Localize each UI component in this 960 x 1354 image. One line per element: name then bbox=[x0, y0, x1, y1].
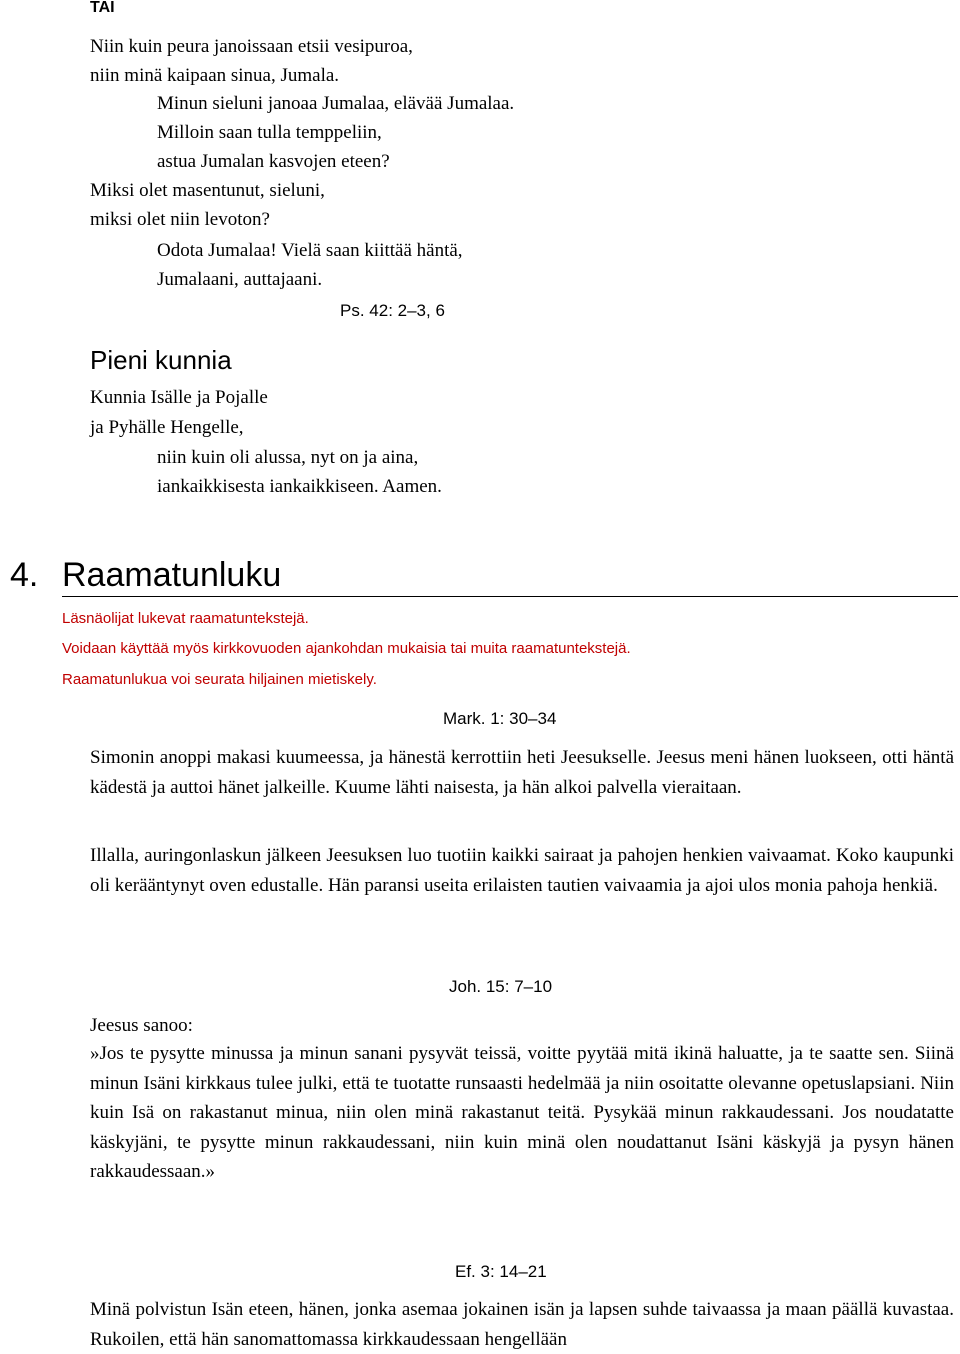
psalm-line: Miksi olet masentunut, sieluni, bbox=[90, 180, 325, 201]
psalm-line: Minun sieluni janoaa Jumalaa, elävää Jumalaa. bbox=[157, 93, 515, 114]
ephesians-reference: Ef. 3: 14–21 bbox=[455, 1262, 547, 1281]
mark-reference: Mark. 1: 30–34 bbox=[443, 709, 557, 728]
instruction-text: Voidaan käyttää myös kirkkovuoden ajankohdan mukaisia tai muita raamatuntekstejä. bbox=[62, 640, 631, 657]
gloria-line: niin kuin oli alussa, nyt on ja aina, bbox=[157, 447, 419, 468]
section-divider bbox=[62, 596, 958, 597]
gloria-line: iankaikkisesta iankaikkiseen. Aamen. bbox=[157, 476, 442, 497]
psalm-reference: Ps. 42: 2–3, 6 bbox=[340, 301, 445, 320]
instruction-text: Raamatunlukua voi seurata hiljainen mietiskely. bbox=[62, 671, 377, 688]
gloria-line: ja Pyhälle Hengelle, bbox=[90, 417, 244, 438]
gloria-heading: Pieni kunnia bbox=[90, 345, 232, 375]
psalm-line: Milloin saan tulla temppeliin, bbox=[157, 122, 382, 143]
psalm-line: Niin kuin peura janoissaan etsii vesipuroa, bbox=[90, 36, 413, 57]
instruction-text: Läsnäolijat lukevat raamatuntekstejä. bbox=[62, 610, 309, 627]
psalm-line: Odota Jumalaa! Vielä saan kiittää häntä, bbox=[157, 240, 463, 261]
psalm-line: miksi olet niin levoton? bbox=[90, 209, 270, 230]
gloria-line: Kunnia Isälle ja Pojalle bbox=[90, 387, 268, 408]
psalm-line: niin minä kaipaan sinua, Jumala. bbox=[90, 65, 340, 86]
alternative-label: TAI bbox=[90, 0, 115, 16]
psalm-line: astua Jumalan kasvojen eteen? bbox=[157, 151, 390, 172]
john-intro: Jeesus sanoo: bbox=[90, 1015, 193, 1036]
mark-paragraph: Illalla, auringonlaskun jälkeen Jeesuksen luo tuotiin kaikki sairaat ja pahojen henkien vaivaamat. Koko kaupunki oli kerääntynyt oven edustalle. Hän paransi useita erilaisten tautien vaivaamia ja ajoi ulos monia pahoja henkiä. bbox=[90, 845, 954, 896]
section-number: 4. bbox=[10, 556, 39, 594]
section-title: Raamatunluku bbox=[62, 556, 282, 594]
john-paragraph: »Jos te pysytte minussa ja minun sanani pysyvät teissä, voitte pyytää mitä ikinä haluatte, ja te saatte sen. Siinä minun Isäni kirkkaus tulee julki, että te tuotatte runsaasti hedelmää ja niin osoitatte olevanne opetuslapsiani. Niin kuin Isä on rakastanut minua, niin olen minä rakastanut teitä. Pysykää minun rakkaudessani. Jos noudatatte käskyjäni, te pysytte minun rakkaudessani, niin kuin minä olen noudattanut Isäni käskyjä ja pysyn hänen rakkaudessaan.» bbox=[90, 1043, 954, 1182]
mark-paragraph: Simonin anoppi makasi kuumeessa, ja hänestä kerrottiin heti Jeesukselle. Jeesus meni hänen luokseen, otti häntä kädestä ja auttoi hänet jalkeille. Kuume lähti naisesta, ja hän alkoi palvella vieraitaan. bbox=[90, 747, 954, 798]
john-reference: Joh. 15: 7–10 bbox=[449, 977, 553, 996]
psalm-line: Jumalaani, auttajaani. bbox=[157, 269, 323, 290]
ephesians-paragraph: Minä polvistun Isän eteen, hänen, jonka asemaa jokainen isän ja lapsen suhde taivaassa ja maan päällä kuvastaa. Rukoilen, että hän sanomattomassa kirkkaudessaan hengellään bbox=[90, 1299, 954, 1350]
